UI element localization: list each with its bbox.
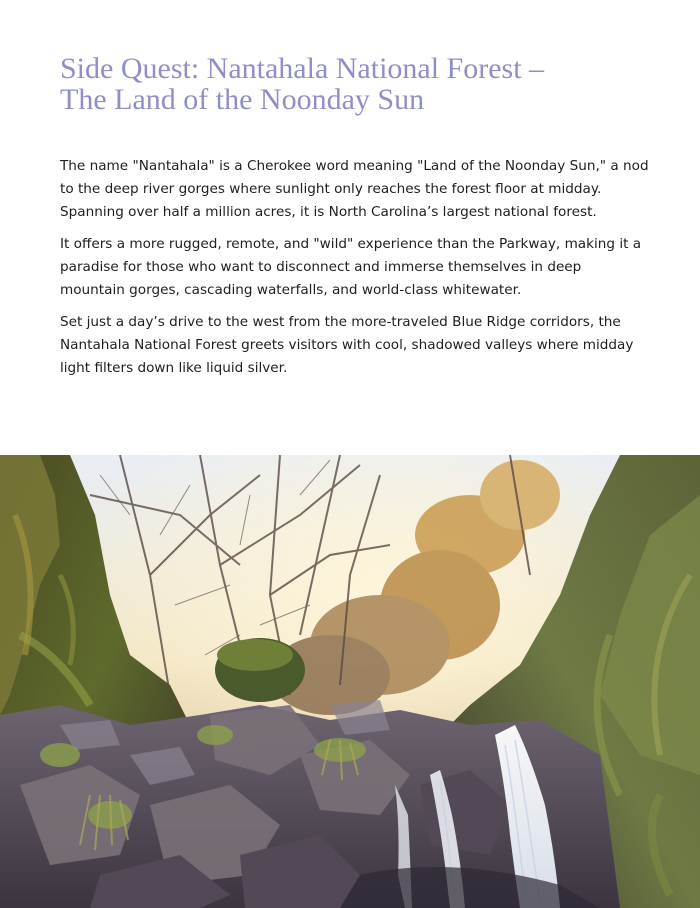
article-body xyxy=(60,155,650,389)
paragraph-intro: The name "Nantahala" is a Cherokee word meaning "Land of the Noonday Sun," a nod to the deep river gorges where sunlight only reaches the forest floor at midday. Spanning over half a million acres, it is North Carolina’s largest national forest. xyxy=(60,158,649,220)
paragraph-experience: It offers a more rugged, remote, and "wild" experience than the Parkway, making it a paradise for those who want to disconnect and immerse themselves in deep mountain gorges, cascading waterfalls, and world-class whitewater. xyxy=(60,236,642,298)
page-title xyxy=(60,53,660,115)
waterfall-photo xyxy=(0,455,700,908)
title-line-2: The Land of the Noonday Sun xyxy=(60,83,425,116)
title-line-1: Side Quest: Nantahala National Forest – xyxy=(60,52,545,85)
paragraph-location: Set just a day’s drive to the west from the more-traveled Blue Ridge corridors, the Nantahala National Forest greets visitors with cool, shadowed valleys where midday light filters down like liquid silver. xyxy=(60,314,634,376)
